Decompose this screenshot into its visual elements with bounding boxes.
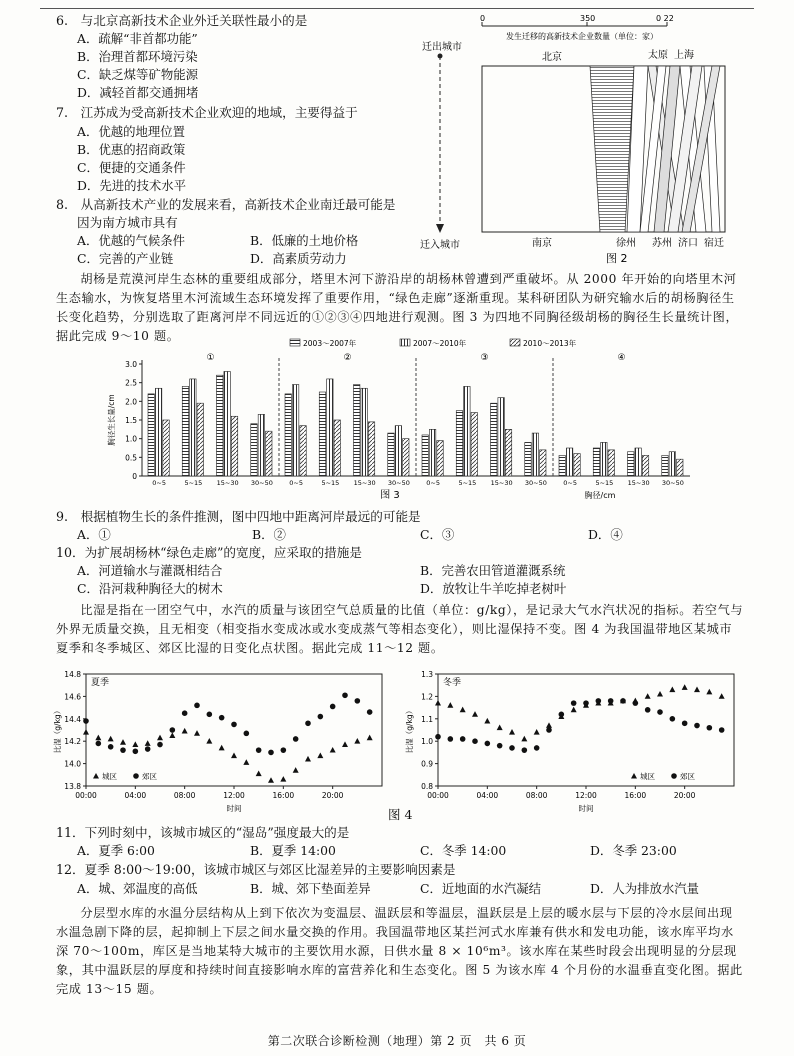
winter-season-title: 冬季	[443, 678, 462, 688]
q10-option-a: A．河道输水与灌溉相结合	[77, 563, 223, 578]
q7-option-b: B．优惠的招商政策	[77, 142, 186, 157]
q8-option-b: B．低廉的土地价格	[250, 233, 359, 248]
q6-option-b: B．治理首都环境污染	[77, 49, 198, 64]
q7-option-c: C．便捷的交通条件	[77, 160, 186, 175]
winter-city-point-19	[669, 686, 675, 692]
winter-city-point-18	[657, 691, 663, 697]
winter-suburb-point-9	[546, 727, 552, 733]
figure-2-caption: 图 2	[606, 252, 628, 265]
summer-suburb-point-1	[96, 741, 102, 747]
q9-option-b: B．②	[252, 527, 286, 542]
winter-y-tick-label-3: 1.1	[421, 714, 433, 724]
q8-option-a: A．优越的气候条件	[77, 233, 186, 248]
out-city-beijing: 北京	[542, 52, 562, 63]
x-tick-label-p1-c3: 30~50	[387, 479, 410, 487]
bar-p1-c1-s2	[334, 420, 340, 476]
x-tick-label-p0-c0: 0~5	[152, 479, 166, 487]
winter-x-tick-label-4: 16:00	[624, 791, 647, 800]
winter-city-point-11	[571, 707, 577, 713]
winter-city-point-4	[484, 718, 490, 724]
q12-option-d: D．人为排放水汽量	[590, 881, 700, 896]
x-tick-label-p1-c2: 15~30	[353, 479, 376, 487]
bar-p0-c3-s1	[258, 414, 264, 476]
bar-p0-c2-s2	[231, 416, 237, 476]
summer-x-tick-label-3: 12:00	[223, 791, 245, 800]
summer-city-point-3	[120, 739, 126, 745]
bar-p1-c0-s0	[285, 394, 291, 476]
page-footer: 第二次联合诊断检测（地理）第 2 页 共 6 页	[267, 1034, 527, 1048]
bar-p2-c0-s1	[429, 429, 435, 476]
x-tick-label-p2-c3: 30~50	[524, 479, 547, 487]
bar-p2-c3-s0	[525, 442, 531, 476]
bar-p0-c0-s2	[163, 420, 169, 476]
passage-specific-humidity: 比湿是指在一团空气中，水汽的质量与该团空气总质量的比值（单位：g/kg），是记录大气水汽状况的指标。若空气与外界无质量交换，且无相变（相变指水变成冰或水变成蒸气等相态变化），则比湿保持不变。图 4 为我国温带地区某城市夏季和冬季城区、郊区比湿的日变化点状图。据此完成 11～12 题。	[56, 603, 744, 655]
summer-suburb-point-17	[293, 736, 299, 742]
in-city-jikou: 济口	[678, 238, 698, 249]
passage-reservoir: 分层型水库的水温分层结构从上到下依次为变温层、温跃层和等温层，温跃层是上层的暖水层与下层的冷水层间出现水温急剧下降的层，起抑制上下层之间水量交换的作用。我国温带地区某拦河式水库兼有供水和发电功能，该水库平均水深 70～100m，库区是当地某特大城市的主要饮用水源，日供水量 8 × 10⁶m³。该水库在某些时段会出现明显的分层现象，其中温跃层的厚度和持续时间直接影响水库的富营养化和生态变化。图 5 为该水库 4 个月份的水温垂直变化图。据此完成 13～15 题。	[56, 906, 743, 996]
legend-label-1: 2007～2010年	[413, 339, 467, 348]
summer-y-tick-label-2: 14.2	[64, 737, 81, 747]
q9-option-d: D．④	[588, 527, 623, 542]
summer-suburb-point-12	[231, 722, 237, 728]
summer-suburb-point-13	[244, 731, 250, 737]
q6-option-c: C．缺乏煤等矿物能源	[77, 67, 198, 82]
bar-p1-c3-s0	[388, 433, 394, 476]
q12-stem: 12．夏季 8:00～19:00，该城市城区与郊区比湿差异的主要影响因素是	[56, 862, 456, 877]
winter-suburb-point-23	[719, 727, 725, 733]
summer-city-point-5	[145, 740, 151, 746]
summer-city-point-23	[367, 735, 373, 741]
summer-x-tick-label-0: 00:00	[75, 791, 97, 800]
bar-p0-c1-s1	[190, 379, 196, 476]
winter-y-tick-label-0: 0.8	[421, 782, 433, 791]
winter-city-point-9	[546, 722, 552, 728]
bar-p3-c0-s0	[559, 455, 565, 476]
summer-city-point-12	[231, 753, 237, 759]
summer-city-point-17	[293, 767, 299, 773]
q7-stem: 7. 江苏成为受高新技术企业欢迎的地域，主要得益于	[56, 105, 358, 120]
summer-season-title: 夏季	[91, 678, 110, 688]
summer-suburb-point-0	[83, 718, 89, 724]
q12-option-b: B．城、郊下垫面差异	[250, 881, 371, 896]
winter-frame	[438, 674, 734, 786]
in-city-suzhou: 苏州	[652, 238, 672, 249]
summer-y-tick-label-0: 13.8	[64, 782, 81, 791]
winter-suburb-point-14	[608, 698, 614, 704]
winter-city-point-8	[534, 729, 540, 735]
summer-x-tick-label-5: 20:00	[321, 791, 344, 800]
x-tick-label-p2-c1: 5~15	[458, 479, 477, 487]
figure-3-bar-chart	[100, 336, 700, 504]
in-city-suqian: 宿迁	[704, 238, 724, 249]
winter-legend-city-marker	[631, 773, 637, 779]
winter-suburb-point-10	[559, 712, 565, 718]
in-city-xuzhou: 徐州	[616, 238, 636, 249]
summer-suburb-point-20	[330, 704, 336, 710]
summer-city-point-15	[268, 777, 274, 783]
bar-p3-c2-s0	[628, 452, 634, 476]
summer-suburb-point-10	[207, 712, 213, 718]
scale-label-022: 0 22	[656, 14, 674, 23]
winter-suburb-point-19	[670, 716, 676, 722]
bar-p0-c2-s0	[217, 375, 223, 476]
bar-p1-c2-s0	[354, 385, 360, 476]
y-tick-label-3: 1.5	[125, 416, 137, 425]
q11-option-d: D．冬季 23:00	[590, 843, 677, 858]
q6-stem: 6. 与北京高新技术企业外迁关联性最小的是	[56, 13, 308, 28]
winter-x-tick-label-2: 08:00	[525, 791, 548, 800]
summer-suburb-point-7	[170, 727, 176, 733]
summer-x-axis-label: 时间	[226, 804, 242, 813]
bar-p1-c3-s1	[395, 426, 401, 476]
summer-city-point-18	[305, 756, 311, 762]
winter-x-tick-label-3: 12:00	[575, 791, 597, 800]
summer-city-point-11	[219, 745, 225, 751]
winter-suburb-point-6	[509, 745, 515, 751]
winter-suburb-point-3	[472, 738, 478, 744]
bar-p2-c0-s0	[422, 435, 428, 476]
legend-swatch-2	[510, 339, 520, 346]
summer-suburb-point-18	[305, 720, 311, 726]
q11-option-b: B．夏季 14:00	[250, 843, 336, 858]
summer-y-tick-label-1: 14.0	[64, 759, 81, 769]
band-beijing-nanjing	[590, 66, 634, 232]
summer-y-tick-label-3: 14.4	[64, 714, 81, 724]
winter-suburb-point-13	[596, 698, 602, 704]
winter-suburb-point-8	[534, 745, 540, 751]
summer-x-tick-label-4: 16:00	[272, 791, 295, 800]
x-axis-label: 胸径/cm	[584, 491, 616, 500]
summer-suburb-point-9	[194, 703, 200, 709]
bar-p3-c3-s2	[677, 459, 683, 476]
summer-city-point-20	[330, 747, 336, 753]
in-city-label: 迁入城市	[420, 240, 460, 251]
q11-option-a: A．夏季 6:00	[77, 843, 155, 858]
bar-p2-c0-s2	[437, 441, 443, 476]
summer-suburb-point-23	[367, 709, 373, 715]
q12-option-a: A．城、郊温度的高低	[77, 881, 198, 896]
x-tick-label-p1-c0: 0~5	[289, 479, 303, 487]
summer-legend-suburb: 郊区	[142, 772, 157, 781]
winter-city-point-6	[509, 729, 515, 735]
winter-suburb-point-5	[497, 743, 503, 749]
winter-suburb-point-11	[571, 700, 577, 706]
legend-label-2: 2010～2013年	[523, 339, 577, 348]
in-city-nanjing: 南京	[532, 238, 552, 249]
winter-x-axis-label: 时间	[578, 804, 594, 813]
bar-p3-c0-s2	[574, 454, 580, 476]
winter-suburb-point-22	[707, 725, 713, 731]
bar-p1-c1-s1	[327, 379, 333, 476]
q8-option-d: D．高素质劳动力	[250, 251, 347, 266]
y-tick-label-5: 2.5	[125, 378, 137, 388]
summer-legend-city-marker	[93, 773, 99, 779]
summer-suburb-point-4	[133, 748, 139, 754]
winter-y-tick-label-4: 1.2	[421, 692, 433, 702]
y-tick-label-6: 3.0	[125, 360, 137, 369]
x-tick-label-p0-c3: 30~50	[250, 479, 273, 487]
winter-x-tick-label-5: 20:00	[673, 791, 696, 800]
winter-suburb-point-16	[633, 700, 639, 706]
summer-y-axis-label: 比湿（g/kg）	[53, 706, 62, 754]
winter-city-point-17	[645, 693, 651, 699]
winter-city-point-1	[447, 702, 453, 708]
y-tick-label-1: 0.5	[125, 453, 137, 463]
bar-p1-c2-s2	[368, 422, 374, 476]
winter-suburb-point-21	[694, 723, 700, 729]
winter-y-tick-label-5: 1.3	[421, 670, 433, 679]
bar-p1-c0-s2	[300, 426, 306, 476]
winter-suburb-point-0	[435, 734, 441, 740]
winter-city-point-21	[694, 686, 700, 692]
winter-y-tick-label-2: 1.0	[421, 737, 433, 747]
panel-label-3: ④	[617, 353, 626, 363]
bar-p2-c2-s0	[491, 403, 497, 476]
header-rule	[40, 8, 754, 9]
bar-p2-c1-s0	[456, 411, 462, 476]
summer-city-point-1	[95, 735, 101, 741]
bar-p3-c1-s2	[608, 450, 614, 476]
q11-option-c: C．冬季 14:00	[420, 843, 507, 858]
summer-suburb-point-2	[108, 744, 114, 750]
summer-suburb-point-16	[281, 747, 287, 753]
scale-label-0: 0	[480, 14, 486, 23]
panel-label-0: ①	[206, 353, 215, 363]
winter-suburb-point-12	[583, 700, 589, 706]
x-tick-label-p1-c1: 5~15	[321, 479, 340, 487]
bar-p2-c2-s1	[498, 398, 504, 476]
x-tick-label-p2-c2: 15~30	[490, 479, 513, 487]
out-city-taiyuan: 太原	[648, 50, 668, 61]
winter-city-point-22	[706, 689, 712, 695]
q11-stem: 11．下列时刻中，该城市城区的“湿岛”强度最大的是	[56, 825, 350, 840]
summer-city-point-7	[169, 732, 175, 738]
bar-p3-c1-s1	[601, 442, 607, 476]
bar-p2-c2-s2	[505, 429, 511, 476]
summer-city-point-22	[354, 738, 360, 744]
winter-legend-suburb: 郊区	[680, 772, 695, 781]
x-tick-label-p0-c1: 5~15	[184, 479, 203, 487]
q10-option-c: C．沿河栽种胸径大的树木	[77, 581, 223, 596]
bar-p0-c3-s0	[251, 424, 257, 476]
winter-city-point-7	[521, 736, 527, 742]
bar-p1-c0-s1	[292, 385, 298, 476]
x-tick-label-p3-c0: 0~5	[563, 479, 577, 487]
legend-swatch-0	[290, 339, 300, 346]
q6-option-a: A．疏解“非首都功能”	[77, 31, 198, 46]
summer-x-tick-label-2: 08:00	[173, 791, 196, 800]
summer-frame	[86, 674, 382, 786]
summer-suburb-point-8	[182, 710, 188, 716]
y-tick-label-2: 1.0	[125, 434, 137, 444]
bar-p2-c3-s2	[540, 450, 546, 476]
x-tick-label-p2-c0: 0~5	[426, 479, 440, 487]
x-tick-label-p3-c2: 15~30	[627, 479, 650, 487]
bar-p1-c3-s2	[403, 439, 409, 476]
bar-p0-c2-s1	[224, 371, 230, 476]
winter-city-point-0	[435, 700, 441, 706]
q10-stem: 10．为扩展胡杨林“绿色走廊”的宽度，应采取的措施是	[56, 545, 362, 560]
q8-stem: 8. 从高新技术产业的发展来看，高新技术企业南迁最可能是	[56, 197, 396, 212]
summer-x-tick-label-1: 04:00	[124, 791, 147, 800]
summer-city-point-8	[182, 728, 188, 734]
summer-y-tick-label-5: 14.8	[64, 670, 81, 679]
winter-suburb-point-20	[682, 720, 688, 726]
winter-suburb-point-15	[620, 698, 626, 704]
winter-legend-suburb-marker	[671, 773, 677, 779]
summer-city-point-14	[256, 770, 262, 776]
q9-stem: 9. 根据植物生长的条件推测，图中四地中距离河岸最远的可能是	[56, 509, 421, 524]
scale-label-350: 350	[580, 14, 596, 23]
q10-option-d: D．放牧让牛羊吃掉老树叶	[420, 581, 567, 596]
out-city-label: 迁出城市	[422, 42, 462, 53]
bar-p2-c1-s1	[464, 386, 470, 476]
bar-p0-c3-s2	[266, 431, 272, 476]
bar-p3-c3-s1	[669, 452, 675, 476]
bar-p0-c0-s1	[155, 388, 161, 476]
bar-p1-c1-s0	[319, 392, 325, 476]
y-tick-label-0: 0	[132, 472, 137, 481]
summer-city-point-10	[206, 738, 212, 744]
winter-suburb-point-1	[448, 736, 454, 742]
q8-option-c: C．完善的产业链	[77, 251, 174, 266]
summer-city-point-16	[280, 776, 286, 782]
bar-p0-c1-s2	[197, 403, 203, 476]
summer-suburb-point-22	[355, 698, 361, 704]
winter-city-point-5	[497, 725, 503, 731]
q9-option-c: C．③	[420, 527, 455, 542]
winter-y-tick-label-1: 0.9	[421, 759, 433, 769]
summer-city-point-6	[157, 735, 163, 741]
out-city-shanghai: 上海	[674, 50, 694, 61]
winter-suburb-point-4	[485, 741, 491, 747]
winter-city-point-3	[472, 711, 478, 717]
summer-legend-suburb-marker	[133, 773, 139, 779]
winter-x-tick-label-1: 04:00	[476, 791, 499, 800]
summer-city-point-9	[194, 730, 200, 736]
bar-p0-c1-s0	[182, 386, 188, 476]
figure-4-summer-chart	[52, 668, 392, 818]
summer-legend-city: 城区	[102, 772, 117, 781]
bar-p3-c2-s2	[642, 455, 648, 476]
q8-stem-cont: 因为南方城市具有	[77, 215, 178, 230]
panel-label-2: ③	[480, 353, 489, 363]
winter-city-point-20	[682, 684, 688, 690]
q7-option-d: D．先进的技术水平	[77, 178, 187, 193]
x-tick-label-p3-c1: 5~15	[595, 479, 614, 487]
bar-p0-c0-s0	[148, 394, 154, 476]
bar-p3-c2-s1	[635, 448, 641, 476]
summer-y-tick-label-4: 14.6	[64, 692, 81, 702]
winter-suburb-point-18	[657, 709, 663, 715]
legend-swatch-1	[400, 339, 410, 346]
summer-suburb-point-6	[157, 742, 163, 748]
summer-suburb-point-11	[219, 715, 225, 721]
summer-suburb-point-5	[145, 746, 151, 752]
bar-p3-c3-s0	[662, 455, 668, 476]
bar-p2-c1-s2	[471, 413, 477, 476]
figure-2-migration-diagram	[420, 12, 750, 268]
winter-suburb-point-17	[645, 707, 651, 713]
summer-city-point-19	[317, 753, 323, 759]
summer-suburb-point-14	[256, 747, 262, 753]
bar-p2-c3-s1	[532, 433, 538, 476]
q7-option-a: A．优越的地理位置	[77, 124, 186, 139]
summer-city-point-4	[132, 741, 138, 747]
x-tick-label-p3-c3: 30~50	[661, 479, 684, 487]
summer-city-point-21	[342, 741, 348, 747]
summer-city-point-2	[108, 736, 114, 742]
winter-city-point-23	[719, 693, 725, 699]
summer-suburb-point-15	[268, 750, 274, 756]
winter-x-tick-label-0: 00:00	[427, 791, 449, 800]
q10-option-b: B．完善农田管道灌溉系统	[420, 563, 566, 578]
y-tick-label-4: 2.0	[125, 397, 137, 407]
panel-label-1: ②	[343, 353, 352, 363]
legend-label-0: 2003～2007年	[303, 339, 357, 348]
x-tick-label-p0-c2: 15~30	[216, 479, 239, 487]
figure-4-winter-chart	[404, 668, 744, 818]
winter-legend-city: 城区	[640, 772, 655, 781]
summer-city-point-13	[243, 759, 249, 765]
winter-y-axis-label: 比湿（g/kg）	[405, 706, 414, 754]
summer-city-point-0	[83, 729, 89, 735]
winter-suburb-point-7	[522, 747, 528, 753]
figure-4-caption: 图 4	[388, 807, 413, 822]
q12-option-c: C．近地面的水汽凝结	[420, 881, 541, 896]
q6-option-d: D．减轻首都交通拥堵	[77, 85, 199, 100]
scale-caption: 发生迁移的高新技术企业数量（单位：家）	[506, 32, 658, 41]
summer-suburb-point-19	[318, 714, 324, 720]
winter-city-point-2	[460, 707, 466, 713]
q9-option-a: A．①	[77, 527, 111, 542]
figure-3-caption: 图 3	[380, 490, 400, 501]
summer-suburb-point-3	[120, 747, 126, 753]
bar-p1-c2-s1	[361, 388, 367, 476]
bar-p3-c1-s0	[593, 448, 599, 476]
bar-p3-c0-s1	[566, 448, 572, 476]
passage-populus: 胡杨是荒漠河岸生态林的重要组成部分，塔里木河下游沿岸的胡杨林曾遭到严重破坏。从 2000 年开始的向塔里木河生态输水，为恢复塔里木河流域生态环境发挥了重要作用，“绿色走廊”逐渐重现。某科研团队为研究输水后的胡杨胸径生长变化趋势，分别选取了距离河岸不同远近的①②③④四地进行观测。图 3 为四地不同胸径级胡杨的胸径生长量统计图，据此完成 9～10 题。	[56, 272, 739, 343]
winter-suburb-point-2	[460, 736, 466, 742]
y-axis-label: 胸径生长量/cm	[107, 394, 116, 446]
summer-suburb-point-21	[342, 692, 348, 698]
